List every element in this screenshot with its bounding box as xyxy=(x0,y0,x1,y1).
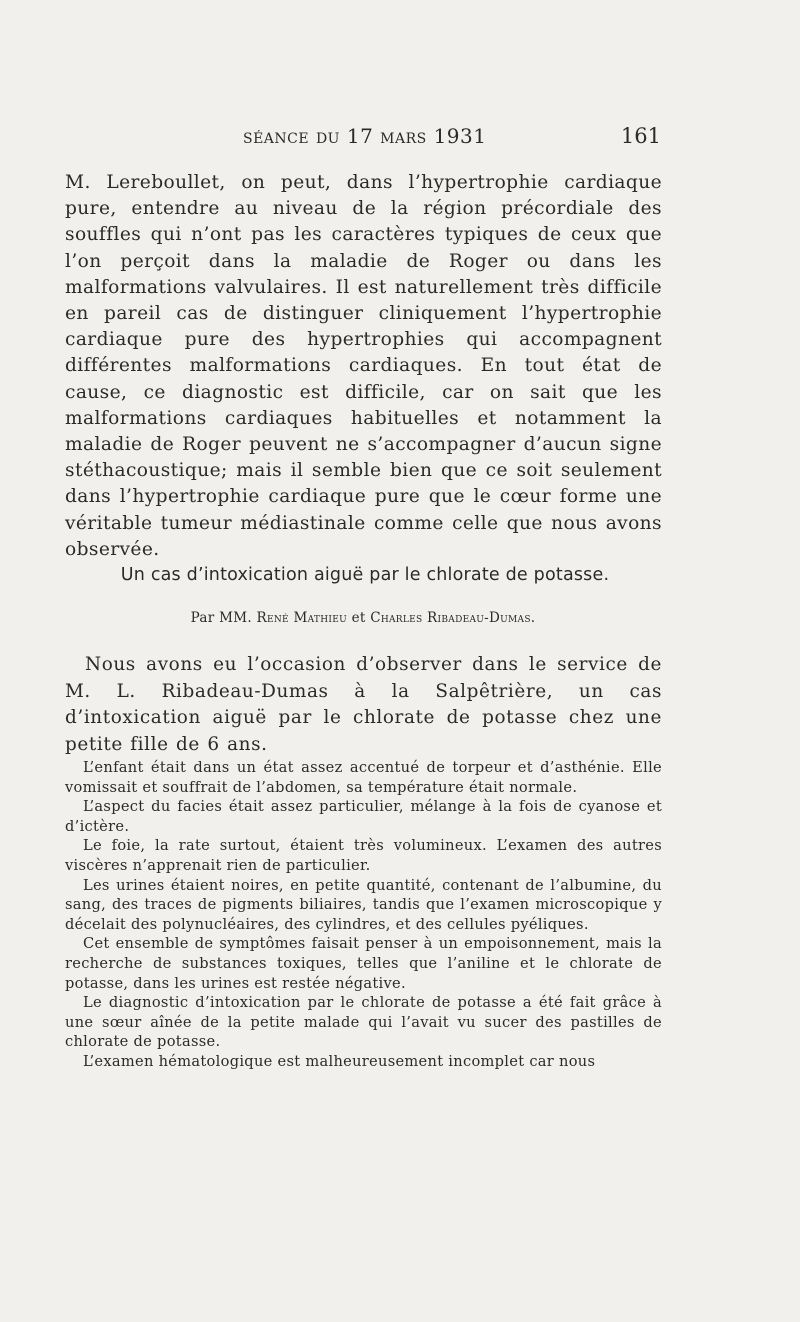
article-title: Un cas d’intoxication aiguë par le chlorate de potasse. xyxy=(120,565,610,585)
article-body xyxy=(65,758,662,1072)
running-head xyxy=(243,124,661,158)
author-name: Charles Ribadeau-Dumas. xyxy=(370,610,536,626)
body-paragraph: L’examen hématologique est malheureusement incomplet car nous xyxy=(83,1052,596,1070)
author-name: René Mathieu xyxy=(256,610,347,626)
authors-prefix: Par MM. xyxy=(190,610,252,626)
running-title: séance du 17 mars 1931 xyxy=(243,124,487,148)
body-paragraph: Le foie, la rate surtout, étaient très volumineux. L’examen des autres viscères n’apprenait rien de particulier. xyxy=(65,837,662,874)
body-paragraph: Cet ensemble de symptômes faisait penser à un empoisonnement, mais la recherche de substances toxiques, telles que l’aniline et le chlorate de potasse, dans les urines est restée négative. xyxy=(65,935,662,992)
body-paragraph: L’aspect du facies était assez particulier, mélange à la fois de cyanose et d’ictère. xyxy=(65,798,662,835)
article-authors xyxy=(0,610,726,626)
body-paragraph: Les urines étaient noires, en petite quantité, contenant de l’albumine, du sang, des traces de pigments biliaires, tandis que l’examen microscopique y décelait des polynucléaires, des cylindres, et des cellules pyéliques. xyxy=(65,876,662,933)
body-paragraph: L’enfant était dans un état assez accentué de torpeur et d’asthénie. Elle vomissait et souffrait de l’abdomen, sa température était normale. xyxy=(65,759,662,796)
intro-paragraph: M. Lereboullet, on peut, dans l’hypertrophie cardiaque pure, entendre au niveau de la région précordiale des souffles qui n’ont pas les caractères typiques de ceux que l’on perçoit dans la maladie de Roger ou dans les malformations valvulaires. Il est naturellement très difficile en pareil cas de distinguer cliniquement l’hypertrophie cardiaque pure des hypertrophies qui accompagnent différentes malformations cardiaques. En tout état de cause, ce diagnostic est difficile, car on sait que les malformations cardiaques habituelles et notamment la maladie de Roger peuvent ne s’accompagner d’aucun signe stéthacoustique; mais il semble bien que ce soit seulement dans l’hypertrophie cardiaque pure que le cœur forme une véritable tumeur médiastinale comme celle que nous avons observée. xyxy=(65,172,662,560)
body-paragraph: Le diagnostic d’intoxication par le chlorate de potasse a été fait grâce à une sœur aînée de la petite malade qui l’avait vu sucer des pastilles de chlorate de potasse. xyxy=(65,994,662,1051)
intro-text xyxy=(65,170,662,563)
authors-conjunction: et xyxy=(351,610,366,626)
page-number: 161 xyxy=(620,124,661,148)
lead-text xyxy=(65,652,662,758)
lead-paragraph: Nous avons eu l’occasion d’observer dans le service de M. L. Ribadeau-Dumas à la Salpêtrière, un cas d’intoxication aiguë par le chlorate de potasse chez une petite fille de 6 ans. xyxy=(65,654,662,755)
